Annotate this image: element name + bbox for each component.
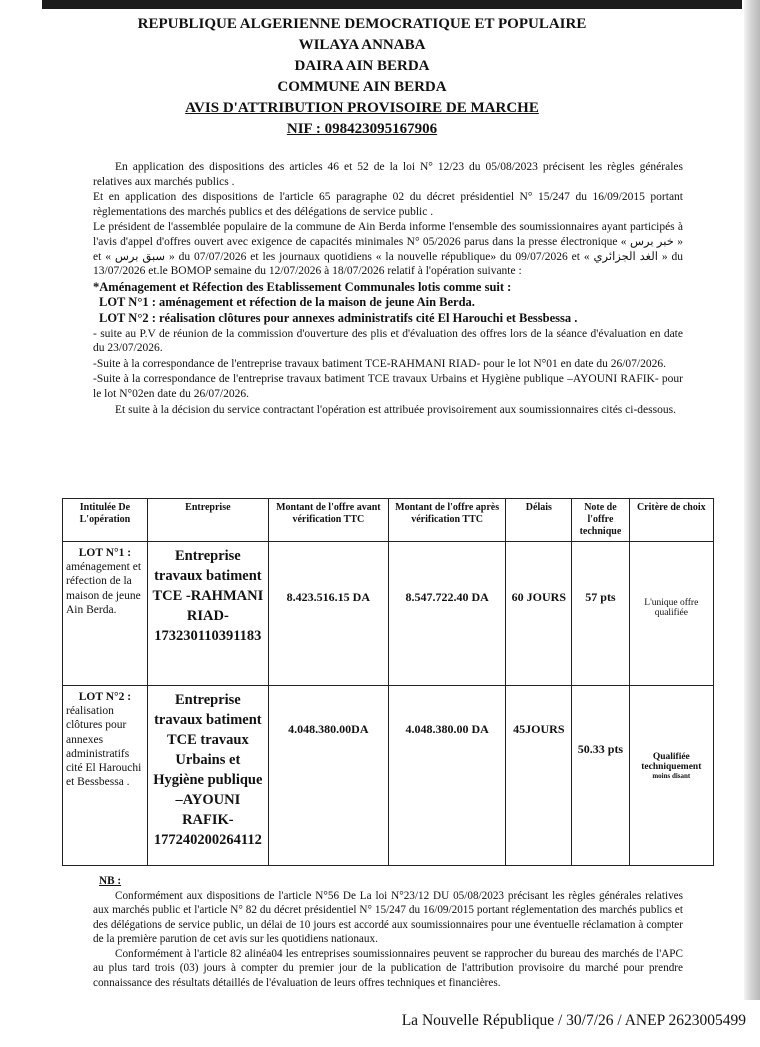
operation-title: *Aménagement et Réfection des Etablissement Communales lotis comme suit : (93, 279, 512, 294)
lot-description: aménagement et réfection de la maison de jeune Ain Berda. (66, 561, 142, 616)
header-republique: REPUBLIQUE ALGERIENNE DEMOCRATIQUE ET POPULAIRE (137, 16, 587, 32)
publication-footer: La Nouvelle République / 30/7/26 / ANEP 2623005499 (401, 1012, 746, 1029)
paragraph-president: Le président de l'assemblée populaire de la commune de Ain Berda informe l'ensemble des soumissionnaires ayant participés à l'avis d'appel d'offres ouvert avec exigence de capacités minimales N° 05/2026 parus dans la presse électronique « خبر برس » et « سبق برس » du 07/07/2026 et les journaux quotidiens « la nouvelle république» du 09/07/2026 et « الغد الجزائري » du 13/07/2026 et.le BOMOP semaine du 12/07/2026 à 18/07/2026 relatif à l'opération suivante : (93, 221, 683, 278)
document-header (0, 14, 724, 140)
paragraph-pv: - suite au P.V de réunion de la commission d'ouverture des plis et d'évaluation des offres lors de la séance d'évaluation en date du 23/07/2026. (93, 327, 683, 355)
cell-montant-apres: 4.048.380.00 DA (388, 686, 506, 866)
cell-note: 50.33 pts (572, 686, 629, 866)
col-header-montant-apres: Montant de l'offre après vérification TTC (388, 499, 506, 542)
paragraph-decision: Et suite à la décision du service contractant l'opération est attribuée provisoirement aux soumissionnaires cités ci-dessous. (115, 403, 676, 416)
nb-paragraph-reclamation: Conformément aux dispositions de l'article N°56 De La loi N°23/12 DU 05/08/2023 précisant les règles générales relatives aux marchés public et l'article N° 82 du décret présidentiel N° 15/247 du 16/09/2015 portant réglementation des marchés publics et des délégations de service public, un délai de 10 jours est accordé aux soumissionnaires pour une éventuelle réclamation à compter de la première parution de cet avis sur les quotidiens nationaux. (93, 889, 683, 945)
scan-right-edge (744, 0, 760, 1000)
cell-montant-apres: 8.547.722.40 DA (388, 542, 506, 686)
table-header-row (63, 499, 714, 542)
attribution-table (62, 498, 714, 866)
cell-delais: 60 JOURS (506, 542, 572, 686)
lot-label: LOT N°2 : (78, 691, 132, 703)
col-header-note: Note de l'offre technique (572, 499, 629, 542)
table-row (63, 686, 714, 866)
lot-label: LOT N°1 : (78, 547, 132, 559)
paragraph-loi: En application des dispositions des articles 46 et 52 de la loi N° 12/23 du 05/08/2023 précisent les règles générales relatives aux marchés publics . (93, 161, 683, 188)
cell-entreprise: Entreprise travaux batiment TCE -RAHMANI RIAD- 173230110391183 (147, 542, 268, 686)
nb-section (93, 874, 683, 990)
critere-text: Qualifiée techniquement (641, 752, 702, 772)
cell-montant-avant: 4.048.380.00DA (268, 686, 388, 866)
cell-note: 57 pts (572, 542, 629, 686)
lot2-line (99, 311, 683, 326)
document-title: AVIS D'ATTRIBUTION PROVISOIRE DE MARCHE (185, 100, 539, 116)
header-commune: COMMUNE AIN BERDA (277, 79, 447, 95)
cell-critere (629, 542, 713, 686)
cell-intitule (63, 686, 148, 866)
lot2-label: LOT N°2 (99, 310, 149, 325)
cell-intitule (63, 542, 148, 686)
nb-paragraph-consultation: Conformément à l'article 82 alinéa04 les entreprises soumissionnaires peuvent se rapprocher du bureau des marchés de l'APC au plus tard trois (03) jours à compter du premier jour de la publication de l'attribution provisoire du marché pour prendre connaissance des résultats détaillés de l'évaluation de leurs offres techniques et financières. (93, 947, 683, 989)
lot1-label: LOT N°1 (99, 295, 149, 310)
lot2-text: : réalisation clôtures pour annexes administratifs cité El Harouchi et Bessbessa . (151, 310, 578, 325)
critere-text: L'unique offre qualifiée (644, 598, 699, 618)
header-wilaya: WILAYA ANNABA (298, 37, 426, 53)
col-header-intitule: Intitulée De L'opération (63, 499, 148, 542)
lot1-line (99, 295, 683, 310)
lot1-text: : aménagement et réfection de la maison de jeune Ain Berda. (151, 295, 475, 310)
paragraph-correspondance-lot2: -Suite à la correspondance de l'entreprise travaux batiment TCE travaux Urbains et Hygiène publique –AYOUNI RAFIK- pour le lot N°02en date du 26/07/2026. (93, 373, 683, 400)
table-row (63, 542, 714, 686)
nif-number: NIF : 098423095167906 (286, 121, 438, 137)
col-header-critere: Critère de choix (629, 499, 713, 542)
header-daira: DAIRA AIN BERDA (294, 58, 430, 74)
cell-critere (629, 686, 713, 866)
nb-heading: NB : (99, 875, 122, 887)
cell-entreprise: Entreprise travaux batiment TCE travaux Urbains et Hygiène publique –AYOUNI RAFIK- 177240200264112 (147, 686, 268, 866)
cell-delais: 45JOURS (506, 686, 572, 866)
col-header-entreprise: Entreprise (147, 499, 268, 542)
paragraph-decret: Et en application des dispositions de l'article 65 paragraphe 02 du décret présidentiel N° 15/247 du 16/09/2015 portant règlementations des marchés publics et des délégations de service public . (93, 191, 683, 218)
paragraph-correspondance-lot1: -Suite à la correspondance de l'entreprise travaux batiment TCE-RAHMANI RIAD- pour le lot N°01 en date du 26/07/2026. (93, 357, 667, 370)
document-body (93, 160, 683, 418)
col-header-delais: Délais (506, 499, 572, 542)
cell-montant-avant: 8.423.516.15 DA (268, 542, 388, 686)
col-header-montant-avant: Montant de l'offre avant vérification TTC (268, 499, 388, 542)
lot-description: réalisation clôtures pour annexes administratifs cité El Harouchi et Bessbessa . (66, 705, 142, 789)
critere-subtext: moins disant (652, 772, 691, 780)
scan-top-bar (42, 0, 742, 9)
